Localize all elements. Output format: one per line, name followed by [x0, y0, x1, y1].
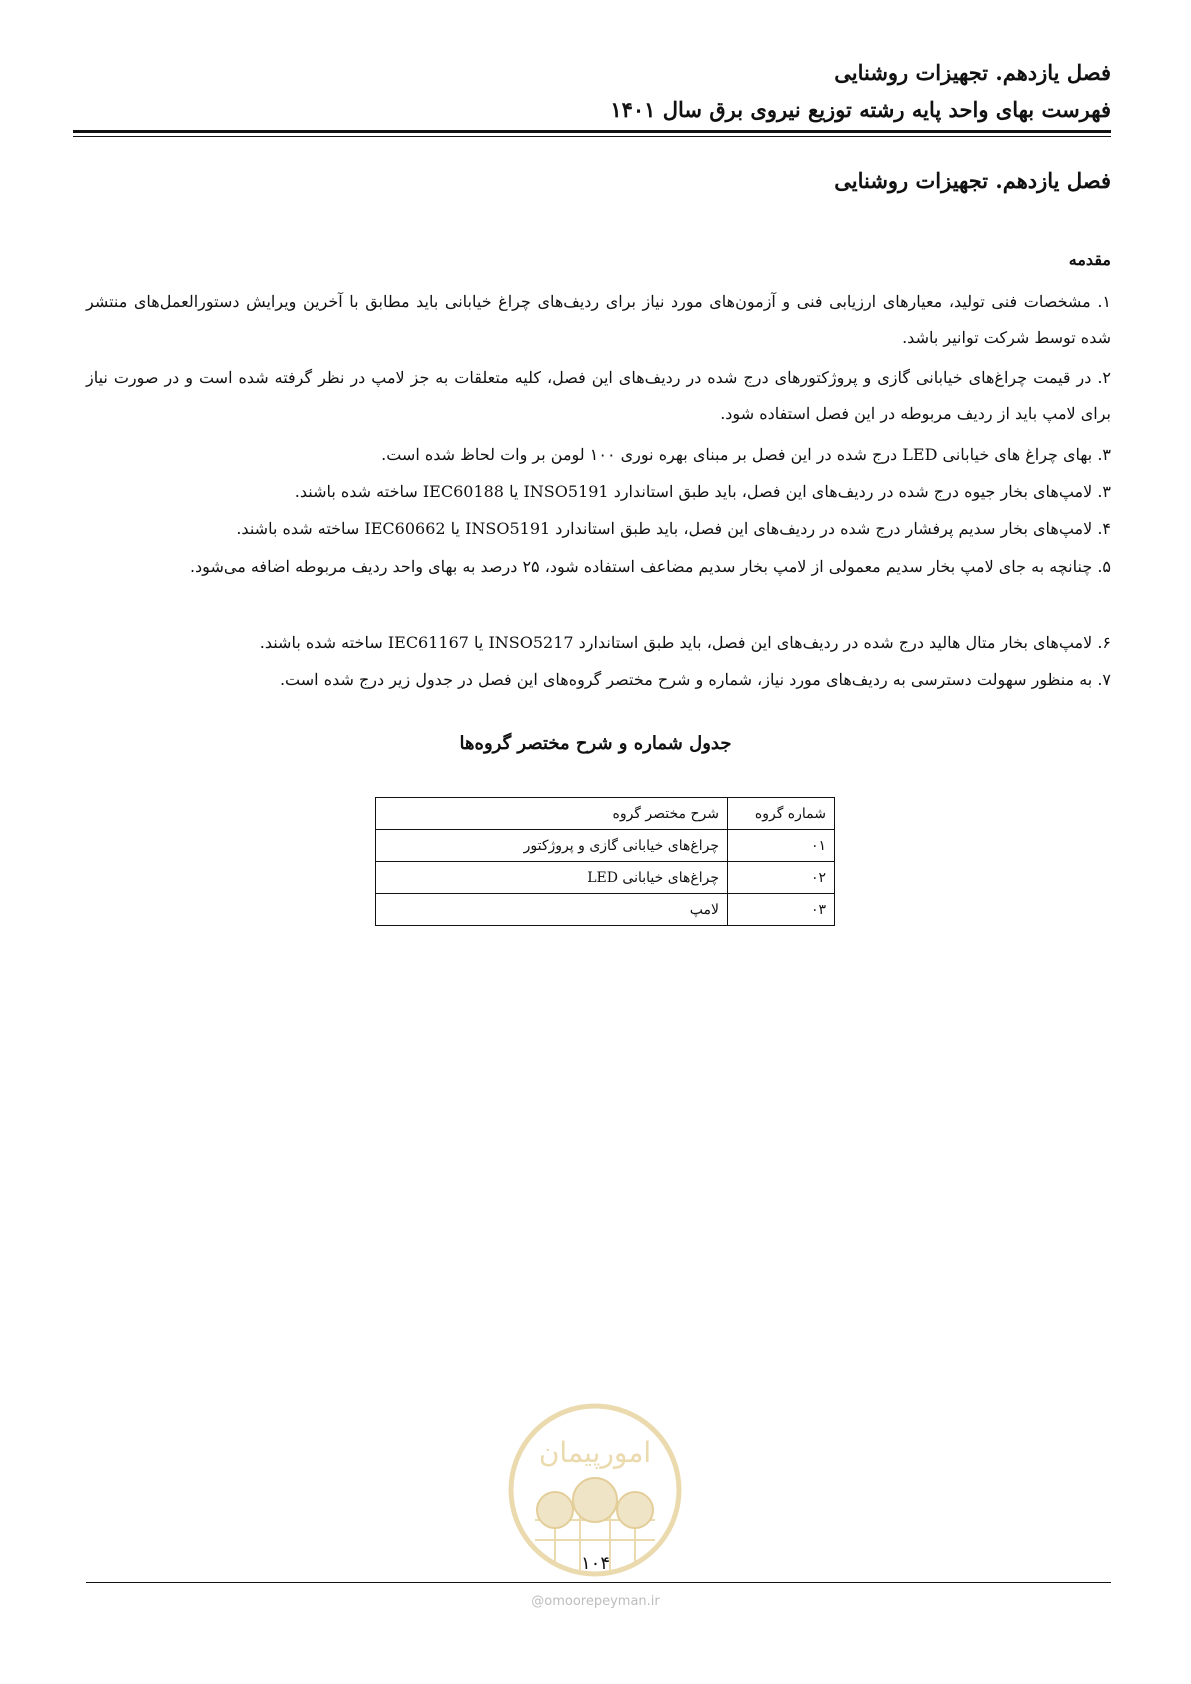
- intro-paragraph: ۱. مشخصات فنی تولید، معیارهای ارزیابی فنی و آزمون‌های مورد نیاز برای ردیف‌های چراغ خیابانی باید مطابق با آخرین ویرایش دستورالعمل‌های منتشر شده توسط شرکت توانیر باشد.: [86, 292, 1111, 347]
- group-number-cell: ۰۲: [728, 862, 835, 894]
- group-description-cell: چراغ‌های خیابانی LED: [376, 862, 728, 894]
- watermark-logo-text: امورپیمان: [538, 1436, 652, 1469]
- table-row: [376, 830, 835, 862]
- intro-paragraph: ۵. چنانچه به جای لامپ بخار سدیم معمولی از لامپ بخار سدیم مضاعف استفاده شود، ۲۵ درصد به بهای واحد ردیف مربوطه اضافه می‌شود.: [189, 557, 1111, 576]
- table-header-cell: شماره گروه: [728, 798, 835, 830]
- footer-rule: [86, 1582, 1111, 1583]
- table-header-cell: شرح مختصر گروه: [376, 798, 728, 830]
- table-row: [376, 862, 835, 894]
- table-row: [376, 894, 835, 926]
- chapter-title: فصل یازدهم. تجهیزات روشنایی: [834, 168, 1111, 193]
- group-table: [375, 797, 835, 926]
- header-rule-thick: [73, 130, 1111, 133]
- table-header-row: [376, 798, 835, 830]
- group-number-cell: ۰۳: [728, 894, 835, 926]
- group-number-cell: ۰۱: [728, 830, 835, 862]
- intro-paragraph: ۷. به منظور سهولت دسترسی به ردیف‌های مورد نیاز، شماره و شرح مختصر گروه‌های این فصل در جدول زیر درج شده است.: [279, 670, 1111, 689]
- table-title: جدول شماره و شرح مختصر گروه‌ها: [459, 733, 732, 754]
- running-header-title: فهرست بهای واحد پایه رشته توزیع نیروی برق سال ۱۴۰۱: [610, 97, 1111, 122]
- header-rule-thin: [73, 136, 1111, 137]
- watermark-gears: [537, 1478, 653, 1528]
- intro-paragraph: ۲. در قیمت چراغ‌های خیابانی گازی و پروژکتورهای درج شده در ردیف‌های این فصل، کلیه متعلقات به جز لامپ در نظر گرفته شده است و در صورت نیاز برای لامپ باید از ردیف مربوطه در این فصل استفاده شود.: [86, 368, 1111, 423]
- site-url: @omoorepeyman.ir: [531, 1594, 660, 1609]
- page-number: ۱۰۴: [580, 1553, 610, 1574]
- intro-paragraph: ۶. لامپ‌های بخار متال هالید درج شده در ردیف‌های این فصل، باید طبق استاندارد INSO5217 یا IEC61167 ساخته شده باشند.: [259, 633, 1111, 652]
- group-description-cell: لامپ: [376, 894, 728, 926]
- intro-paragraph: ۴. لامپ‌های بخار سدیم پرفشار درج شده در ردیف‌های این فصل، باید طبق استاندارد INSO5191 یا IEC60662 ساخته شده باشند.: [236, 519, 1111, 538]
- intro-paragraph: ۳. بهای چراغ های خیابانی LED درج شده در این فصل بر مبنای بهره نوری ۱۰۰ لومن بر وات لحاظ شده است.: [381, 445, 1111, 464]
- group-description-cell: چراغ‌های خیابانی گازی و پروژکتور: [376, 830, 728, 862]
- intro-paragraph: ۳. لامپ‌های بخار جیوه درج شده در ردیف‌های این فصل، باید طبق استاندارد INSO5191 یا IEC60188 ساخته شده باشند.: [294, 482, 1111, 501]
- intro-heading: مقدمه: [1068, 250, 1111, 269]
- running-header-chapter: فصل یازدهم. تجهیزات روشنایی: [834, 60, 1111, 85]
